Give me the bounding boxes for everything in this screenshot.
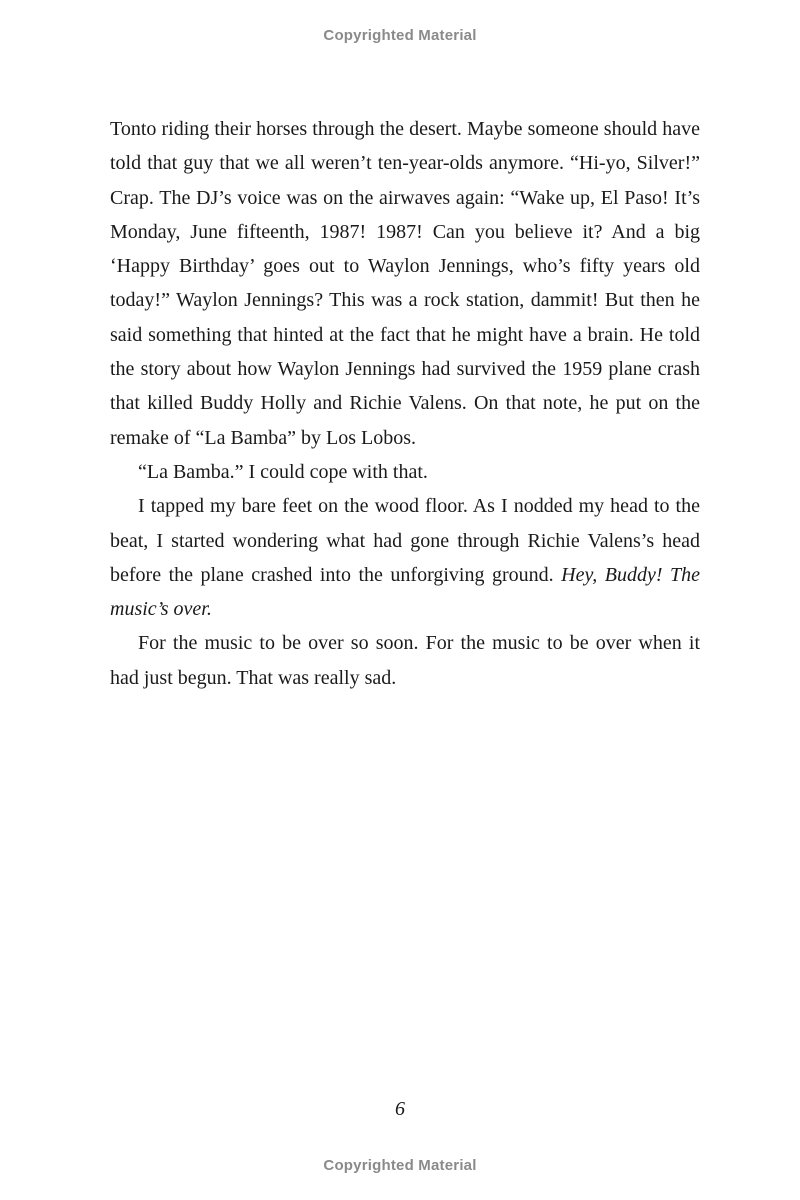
copyright-watermark-bottom: Copyrighted Material [323,1157,477,1174]
paragraph: “La Bamba.” I could cope with that. [138,460,428,483]
paragraph: Tonto riding their horses through the desert. Maybe someone should have told that guy that we all weren’t ten-year-olds anymore. “Hi-yo, Silver!” Crap. The DJ’s voice was on the airwaves again: “Wake up, El Paso! It’s Monday, June fifteenth, 1987! 1987! Can you believe it? And a big ‘Happy Birthday’ goes out to Waylon Jennings, who’s fifty years old today!” Waylon Jennings? This was a rock station, dammit! But then he said something that hinted at the fact that he might have a brain. He told the story about how Waylon Jennings had survived the 1959 plane crash that killed Buddy Holly and Richie Valens. On that note, he put on the remake of “La Bamba” by Los Lobos. [110,118,700,449]
paragraph-text: I tapped my bare feet on the wood floor. As I nodded my head to the beat, I started wondering what had gone through Richie Valens’s head before the plane crashed into the unforgiving ground. [110,495,700,586]
paragraph [110,489,700,626]
page-body-text [110,112,700,695]
paragraph: For the music to be over so soon. For the music to be over when it had just begun. That was really sad. [110,632,700,689]
page-number: 6 [395,1098,405,1120]
italic-thought: Hey, Buddy! The music’s over. [110,563,700,621]
copyright-watermark-top: Copyrighted Material [323,27,477,44]
